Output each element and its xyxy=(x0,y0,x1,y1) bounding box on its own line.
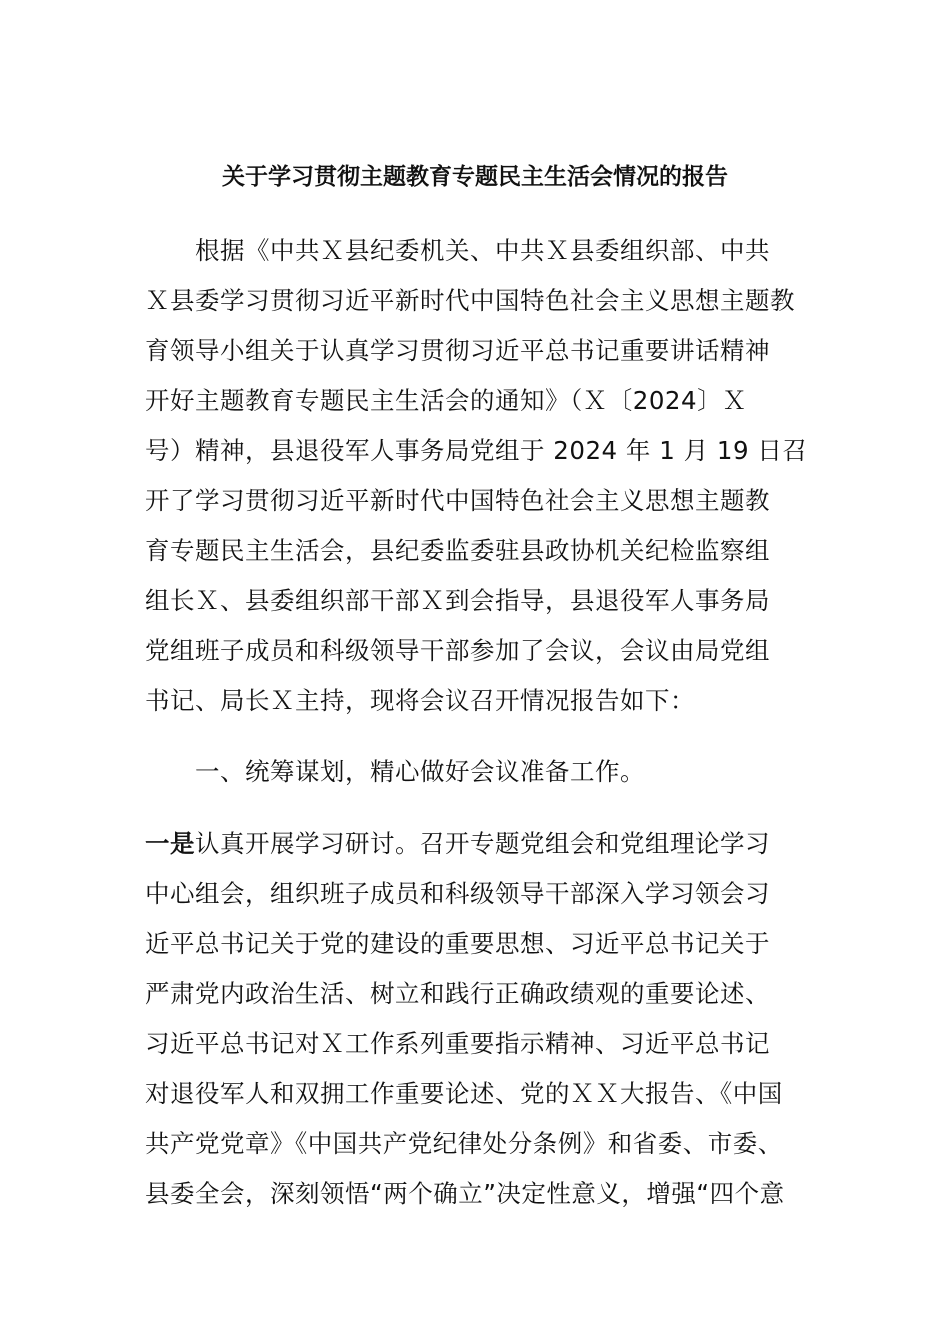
item-line: 县委全会，深刻领悟“两个确立”决定性意义，增强“四个意 xyxy=(145,1179,785,1208)
item-line: 近平总书记关于党的建设的重要思想、习近平总书记关于 xyxy=(145,929,770,958)
intro-line: 开好主题教育专题民主生活会的通知》（Ｘ〔2024〕Ｘ xyxy=(145,386,748,415)
item-first-line-text: 认真开展学习研讨。召开专题党组会和党组理论学习 xyxy=(195,829,770,858)
section-heading: 一、统筹谋划，精心做好会议准备工作。 xyxy=(195,757,645,786)
intro-line: 党组班子成员和科级领导干部参加了会议，会议由局党组 xyxy=(145,636,770,665)
intro-line: 育专题民主生活会，县纪委监委驻县政协机关纪检监察组 xyxy=(145,536,770,565)
intro-line: Ｘ县委学习贯彻习近平新时代中国特色社会主义思想主题教 xyxy=(145,286,795,315)
item-line: 共产党党章》《中国共产党纪律处分条例》和省委、市委、 xyxy=(145,1129,783,1158)
item-line: 习近平总书记对Ｘ工作系列重要指示精神、习近平总书记 xyxy=(145,1029,770,1058)
item-line: 严肃党内政治生活、树立和践行正确政绩观的重要论述、 xyxy=(145,979,770,1008)
intro-line: 号）精神，县退役军人事务局党组于 2024 年 1 月 19 日召 xyxy=(145,436,808,465)
item-first-line xyxy=(145,827,770,861)
item-line: 对退役军人和双拥工作重要论述、党的ＸＸ大报告、《中国 xyxy=(145,1079,783,1108)
intro-line: 育领导小组关于认真学习贯彻习近平总书记重要讲话精神 xyxy=(145,336,770,365)
intro-line: 开了学习贯彻习近平新时代中国特色社会主义思想主题教 xyxy=(145,486,770,515)
item-line: 中心组会，组织班子成员和科级领导干部深入学习领会习 xyxy=(145,879,770,908)
intro-line: 书记、局长Ｘ主持，现将会议召开情况报告如下： xyxy=(145,686,695,715)
document-title: 关于学习贯彻主题教育专题民主生活会情况的报告 xyxy=(222,164,728,190)
intro-line: 组长Ｘ、县委组织部干部Ｘ到会指导，县退役军人事务局 xyxy=(145,586,770,615)
item-lead: 一是 xyxy=(145,829,195,858)
intro-line: 根据《中共Ｘ县纪委机关、中共Ｘ县委组织部、中共 xyxy=(195,236,770,265)
